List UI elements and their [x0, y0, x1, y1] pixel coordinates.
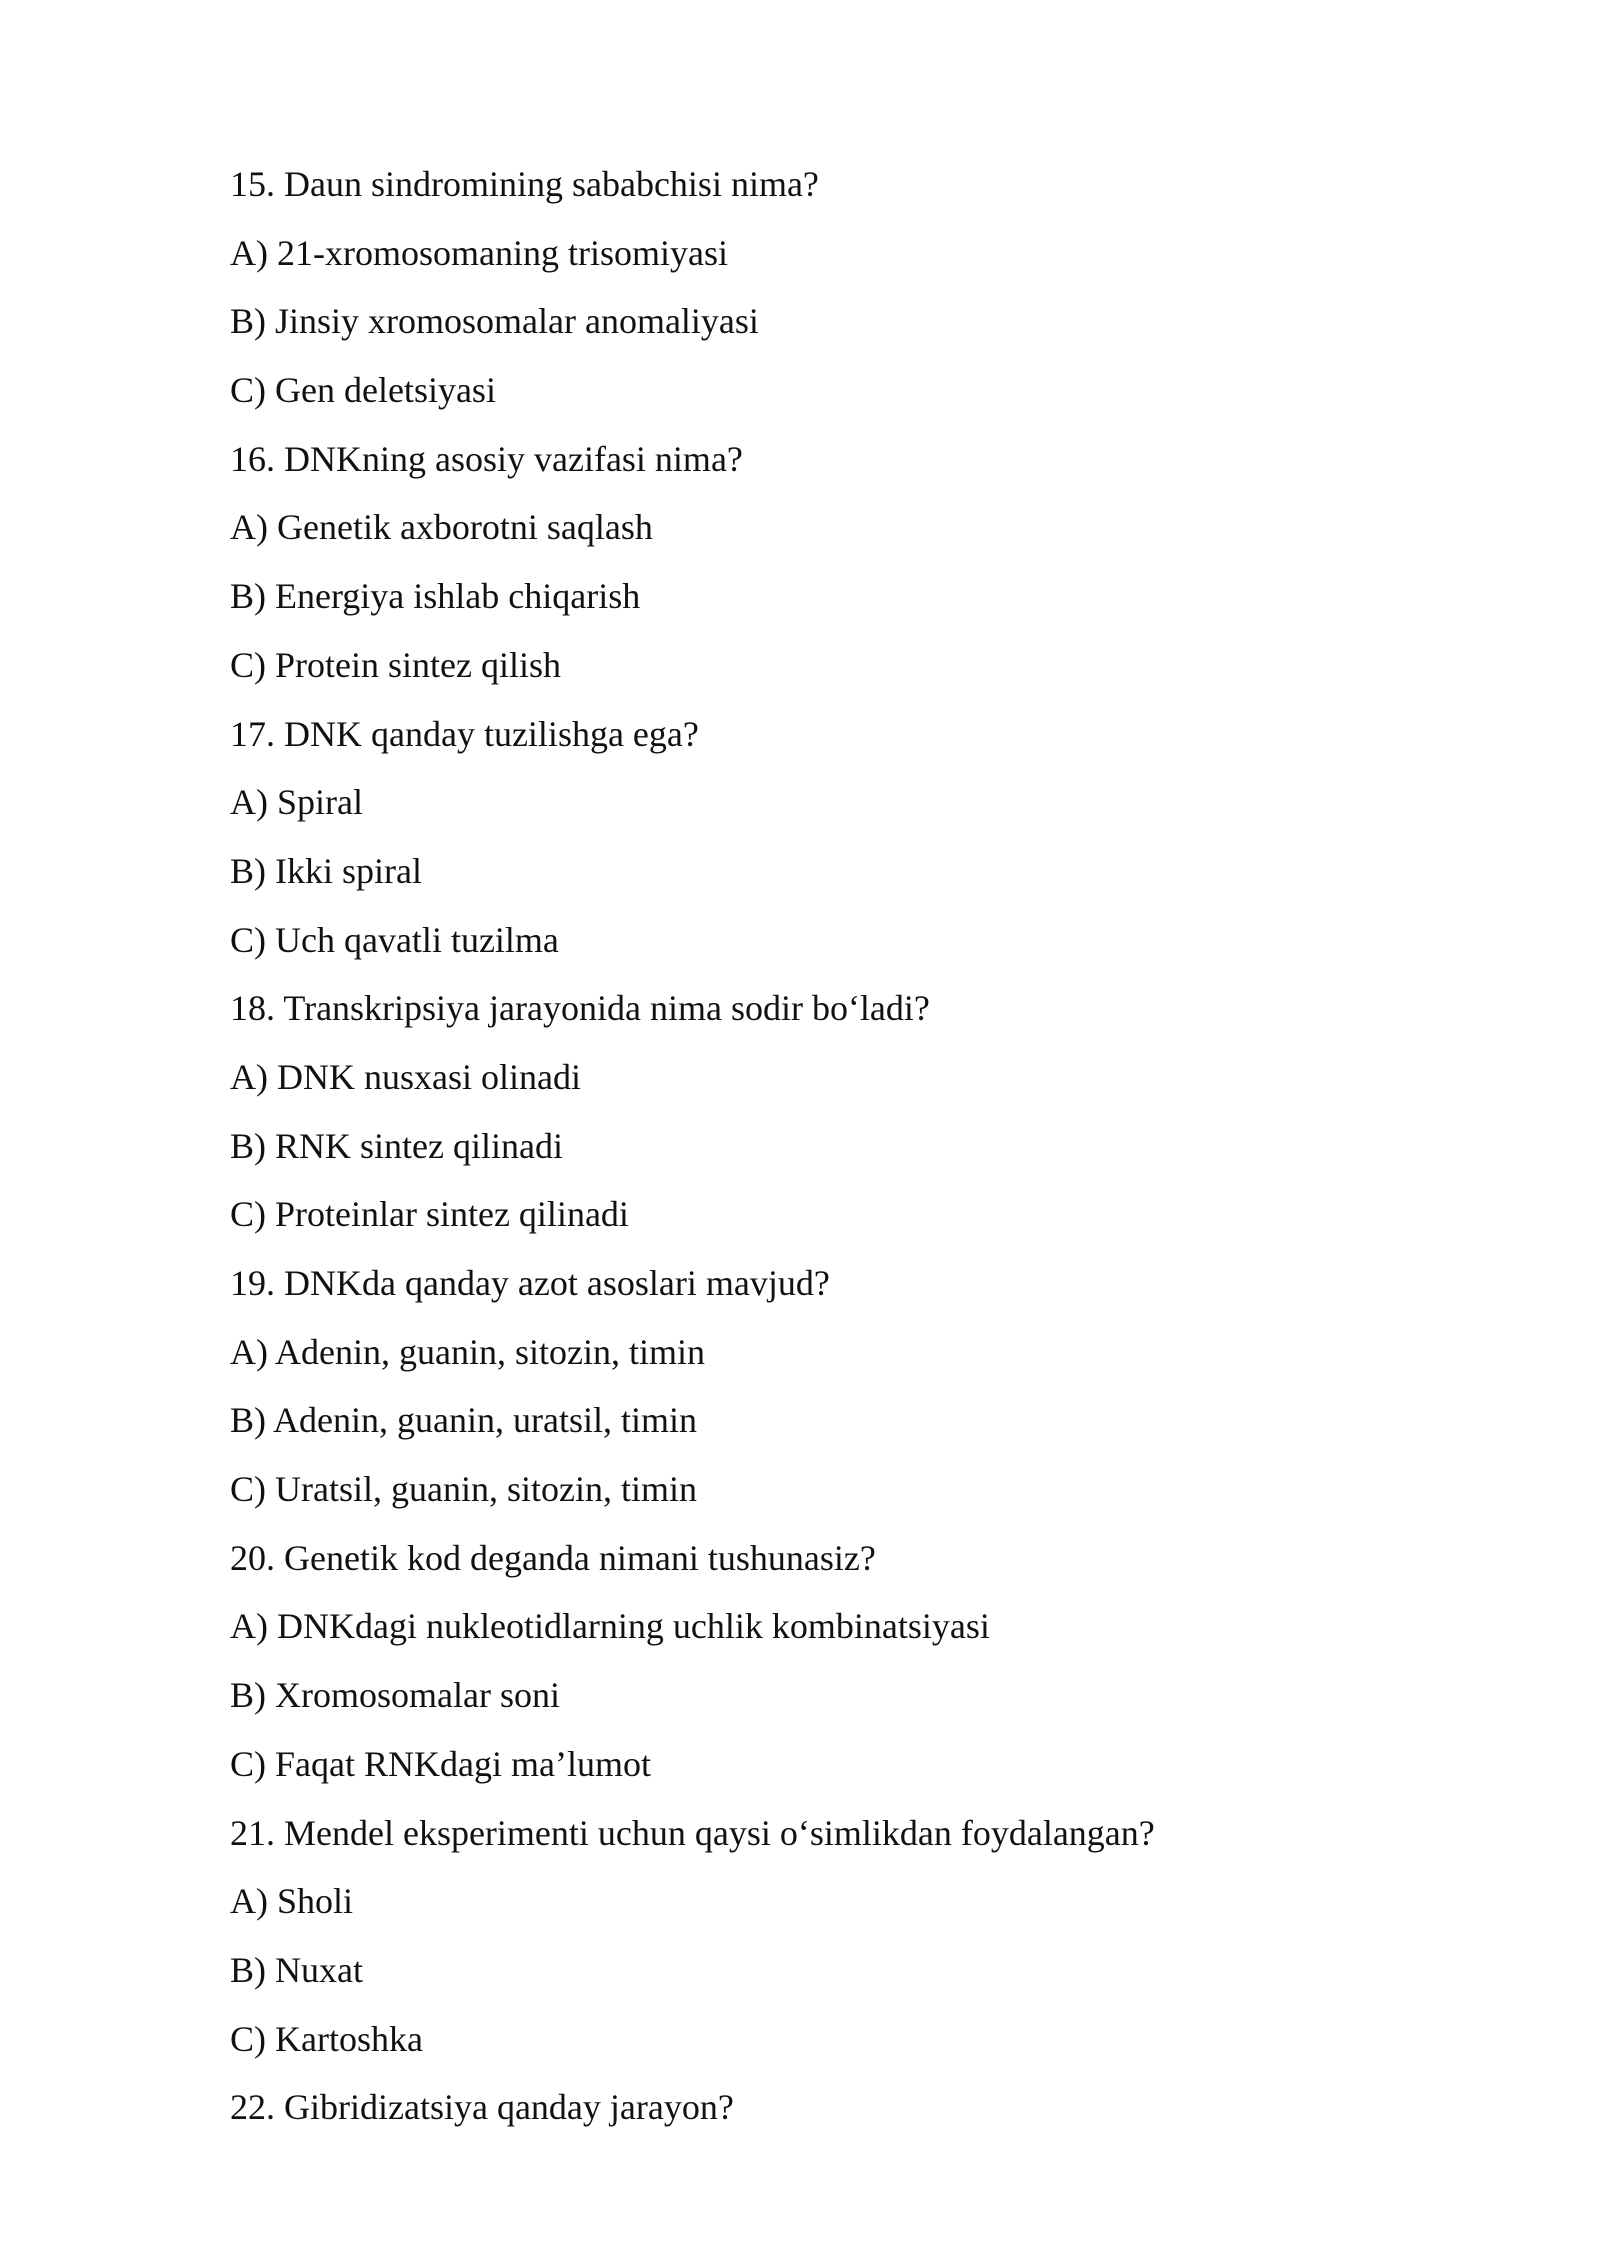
answer-option-b: B) Nuxat: [230, 1949, 363, 1990]
question-list: [230, 150, 1430, 2142]
question-text: 18. Transkripsiya jarayonida nima sodir bo‘ladi?: [230, 988, 930, 1029]
answer-option-a: A) DNK nusxasi olinadi: [230, 1056, 581, 1097]
question-block-21: [230, 1799, 1430, 2074]
question-text: 20. Genetik kod deganda nimani tushunasiz?: [230, 1537, 876, 1578]
question-text: 21. Mendel eksperimenti uchun qaysi o‘simlikdan foydalangan?: [230, 1812, 1155, 1853]
answer-option-b: B) Xromosomalar soni: [230, 1675, 560, 1716]
answer-option-b: B) RNK sintez qilinadi: [230, 1125, 563, 1166]
question-text: 19. DNKda qanday azot asoslari mavjud?: [230, 1263, 830, 1303]
question-text: 22. Gibridizatsiya qanday jarayon?: [230, 2087, 734, 2128]
question-block-17: [230, 700, 1430, 975]
question-block-15: [230, 150, 1430, 425]
answer-option-a: A) Sholi: [230, 1881, 354, 1922]
question-text: 15. Daun sindromining sababchisi nima?: [230, 164, 819, 204]
answer-option-c: C) Uch qavatli tuzilma: [230, 919, 559, 960]
answer-option-c: C) Protein sintez qilish: [230, 644, 561, 685]
question-block-22: [230, 2073, 1430, 2142]
question-block-16: [230, 425, 1430, 700]
answer-option-b: B) Energiya ishlab chiqarish: [230, 576, 641, 617]
answer-option-c: C) Gen deletsiyasi: [230, 370, 496, 411]
answer-option-c: C) Kartoshka: [230, 2018, 423, 2059]
answer-option-a: A) Genetik axborotni saqlash: [230, 507, 653, 548]
question-block-19: [230, 1249, 1430, 1524]
answer-option-b: B) Jinsiy xromosomalar anomaliyasi: [230, 301, 759, 342]
answer-option-a: A) Spiral: [230, 782, 363, 823]
answer-option-b: B) Adenin, guanin, uratsil, timin: [230, 1400, 697, 1441]
answer-option-c: C) Proteinlar sintez qilinadi: [230, 1194, 629, 1235]
question-text: 16. DNKning asosiy vazifasi nima?: [230, 438, 743, 479]
answer-option-a: A) DNKdagi nukleotidlarning uchlik kombinatsiyasi: [230, 1606, 990, 1647]
answer-option-c: C) Faqat RNKdagi ma’lumot: [230, 1743, 651, 1784]
question-block-20: [230, 1524, 1430, 1799]
question-text: 17. DNK qanday tuzilishga ega?: [230, 713, 699, 754]
question-block-18: [230, 974, 1430, 1249]
answer-option-a: A) Adenin, guanin, sitozin, timin: [230, 1331, 705, 1372]
answer-option-c: C) Uratsil, guanin, sitozin, timin: [230, 1469, 697, 1510]
answer-option-a: A) 21-xromosomaning trisomiyasi: [230, 232, 728, 273]
answer-option-b: B) Ikki spiral: [230, 850, 422, 891]
